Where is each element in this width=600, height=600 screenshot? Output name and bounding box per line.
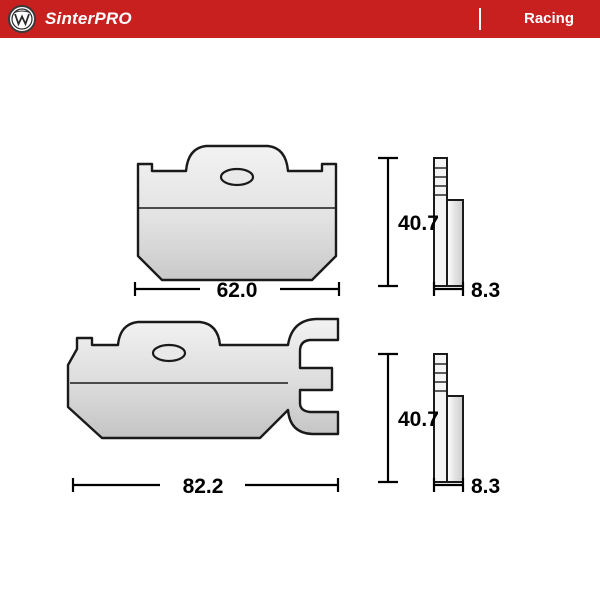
header-category-label: Racing — [524, 10, 575, 27]
dimension-bottom-height — [378, 354, 439, 482]
dimension-bottom-width — [73, 475, 338, 498]
dimension-bottom-width-label: 82.2 — [182, 475, 224, 498]
header-divider — [479, 8, 481, 30]
header-bar — [0, 0, 600, 38]
sinterpro-logo-icon — [8, 5, 36, 33]
dimension-top-height-label: 40.7 — [398, 212, 439, 235]
pad-bottom-front-view — [68, 319, 338, 438]
dimension-top-width-label: 62.0 — [216, 279, 258, 302]
dimension-top-thickness-label: 8.3 — [471, 279, 501, 302]
dimension-bottom-height-label: 40.7 — [398, 408, 439, 431]
dimension-bottom-thickness-label: 8.3 — [471, 475, 501, 498]
technical-drawing-canvas — [0, 38, 600, 600]
brand-name: SinterPRO — [45, 9, 132, 28]
dimension-top-height — [378, 158, 439, 286]
pad-top-front-view — [138, 146, 336, 280]
dimension-top-width — [135, 279, 339, 302]
